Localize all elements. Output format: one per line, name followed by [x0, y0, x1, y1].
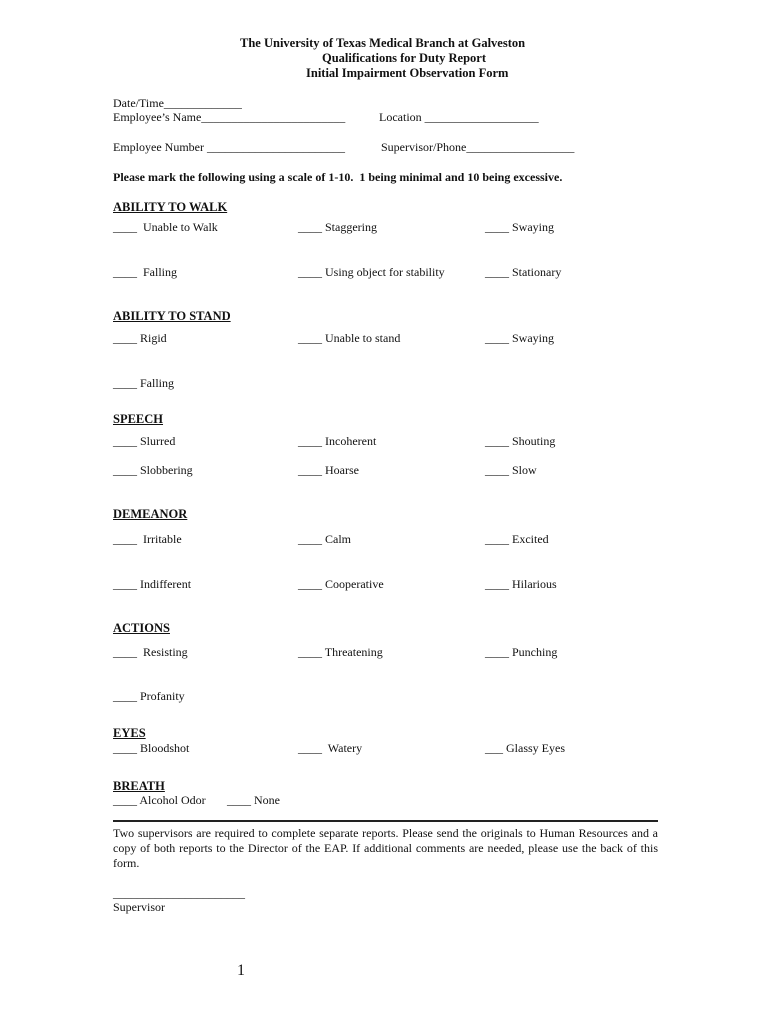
- item-staggering[interactable]: ____ Staggering: [298, 220, 377, 234]
- item-slurred[interactable]: ____ Slurred: [113, 434, 176, 448]
- form-title: Initial Impairment Observation Form: [306, 66, 509, 80]
- item-punching[interactable]: ____ Punching: [485, 645, 558, 659]
- item-walk-falling[interactable]: ____ Falling: [113, 265, 178, 279]
- item-watery[interactable]: ____ Watery: [298, 741, 363, 755]
- item-excited[interactable]: ____ Excited: [485, 532, 549, 546]
- signature-label: Supervisor: [113, 900, 165, 914]
- page-number: 1: [237, 962, 245, 979]
- rating-instructions: Please mark the following using a scale of 1-10. 1 being minimal and 10 being excessive.: [113, 170, 563, 184]
- item-walk-swaying[interactable]: ____ Swaying: [485, 220, 554, 234]
- item-indifferent[interactable]: ____ Indifferent: [113, 577, 192, 591]
- item-bloodshot[interactable]: ____ Bloodshot: [113, 741, 190, 755]
- item-rigid[interactable]: ____ Rigid: [113, 331, 167, 345]
- datetime-field[interactable]: Date/Time_____________: [113, 96, 242, 110]
- item-using-object-for-stability[interactable]: ____ Using object for stability: [298, 265, 445, 279]
- item-hilarious[interactable]: ____ Hilarious: [485, 577, 557, 591]
- item-profanity[interactable]: ____ Profanity: [113, 689, 185, 703]
- section-ability-to-stand: ABILITY TO STAND: [113, 309, 231, 323]
- submission-notice: Two supervisors are required to complete separate reports. Please send the originals to Human Resources and a copy of both reports to the Director of the EAP. If additional comments are needed, please use the back of this form.: [113, 826, 658, 870]
- item-threatening[interactable]: ____ Threatening: [298, 645, 383, 659]
- item-cooperative[interactable]: ____ Cooperative: [298, 577, 384, 591]
- item-irritable[interactable]: ____ Irritable: [113, 532, 182, 546]
- section-divider: [113, 820, 658, 822]
- item-glassy-eyes[interactable]: ___ Glassy Eyes: [485, 741, 565, 755]
- item-hoarse[interactable]: ____ Hoarse: [298, 463, 359, 477]
- item-unable-to-walk[interactable]: ____ Unable to Walk: [113, 220, 218, 234]
- item-stationary[interactable]: ____ Stationary: [485, 265, 562, 279]
- item-incoherent[interactable]: ____ Incoherent: [298, 434, 377, 448]
- report-title: Qualifications for Duty Report: [322, 51, 486, 65]
- section-speech: SPEECH: [113, 412, 164, 426]
- item-shouting[interactable]: ____ Shouting: [485, 434, 556, 448]
- section-ability-to-walk: ABILITY TO WALK: [113, 200, 228, 214]
- employee-name-field[interactable]: Employee’s Name________________________: [113, 110, 346, 124]
- section-eyes: EYES: [113, 726, 146, 740]
- item-unable-to-stand[interactable]: ____ Unable to stand: [298, 331, 401, 345]
- item-none[interactable]: ____ None: [227, 793, 280, 807]
- supervisor-phone-field[interactable]: Supervisor/Phone__________________: [381, 140, 575, 154]
- location-field[interactable]: Location ___________________: [379, 110, 539, 124]
- item-resisting[interactable]: ____ Resisting: [113, 645, 188, 659]
- item-slow[interactable]: ____ Slow: [485, 463, 537, 477]
- section-demeanor: DEMEANOR: [113, 507, 188, 521]
- item-alcohol-odor[interactable]: ____ Alcohol Odor: [113, 793, 206, 807]
- section-actions: ACTIONS: [113, 621, 170, 635]
- signature-line[interactable]: ______________________: [113, 886, 245, 900]
- institution-title: The University of Texas Medical Branch at Galveston: [240, 36, 526, 50]
- item-calm[interactable]: ____ Calm: [298, 532, 351, 546]
- item-slobbering[interactable]: ____ Slobbering: [113, 463, 193, 477]
- section-breath: BREATH: [113, 779, 165, 793]
- item-stand-falling[interactable]: ____ Falling: [113, 376, 175, 390]
- item-stand-swaying[interactable]: ____ Swaying: [485, 331, 554, 345]
- employee-number-field[interactable]: Employee Number _______________________: [113, 140, 345, 154]
